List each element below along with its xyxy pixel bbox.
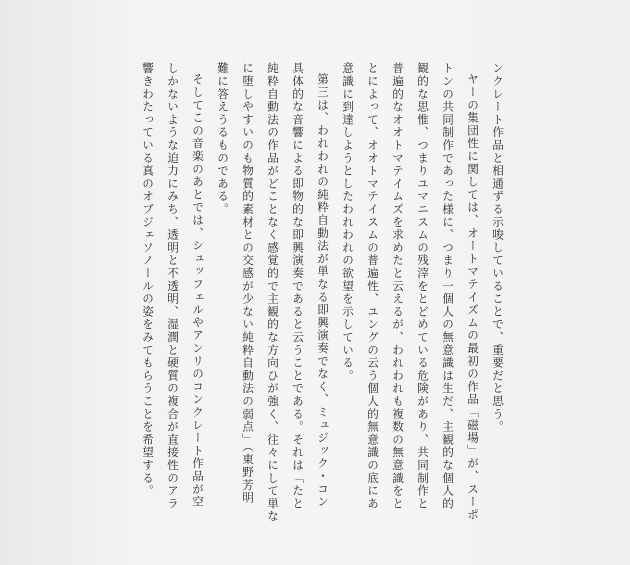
text-line: 普遍的なオオトマテイムズを求めたと云えるが、われわれも複数の無意識をと [391,62,405,510]
text-line: 具体的な音響による即物的な即興演奏であると云うことである。それは「たと [291,62,305,510]
text-line: ンクレート作品と相通ずる示唆していることで、重要だと思う。 [491,62,505,434]
text-line: 響きわたっている真のオブジェソノールの姿をみてもらうことを希望する。 [141,62,155,498]
text-line: とによって、オオトマテイスムの普遍性、ユングの云う個人的無意識の底にあ [366,62,380,510]
text-line: 意識に到達しようとしたわれわれの欲望を示している。 [341,62,355,382]
text-line: しかないような迫力にみち、透明と不透明、湿潤と硬質の複合が直接性のアラ [166,62,180,510]
text-line: に堕しやすいのも物質的素材との交感が少ない純粋自動法の弱点」（東野芳明 [241,62,255,505]
text-line: トンの共同制作であった様に、つまり一個人の無意識は生だ、主観的な個人的 [441,62,455,510]
text-line: 観的な思惟、つまりユマニスムの残滓をとどめている危険があり、共同制作と [416,62,430,510]
vertical-text-block [135,62,510,547]
text-line: 純粋自動法の作品がどことなく感覚的で主観的な方向ひが強く、往々にして単な [266,62,280,523]
text-line: 第三は、われわれの純粋自動法が単なる即興演奏でなく、ミュジック・コン [316,73,330,509]
text-line: 難に答えうるものである。 [216,62,230,216]
text-line: ヤーの集団性に関しては、オートマテイズムの最初の作品「磁場」が、スーポ [466,73,480,521]
text-line: そしてこの音楽のあとでは、シュッフェルやアンリのコンクレート作品が空 [191,73,205,509]
